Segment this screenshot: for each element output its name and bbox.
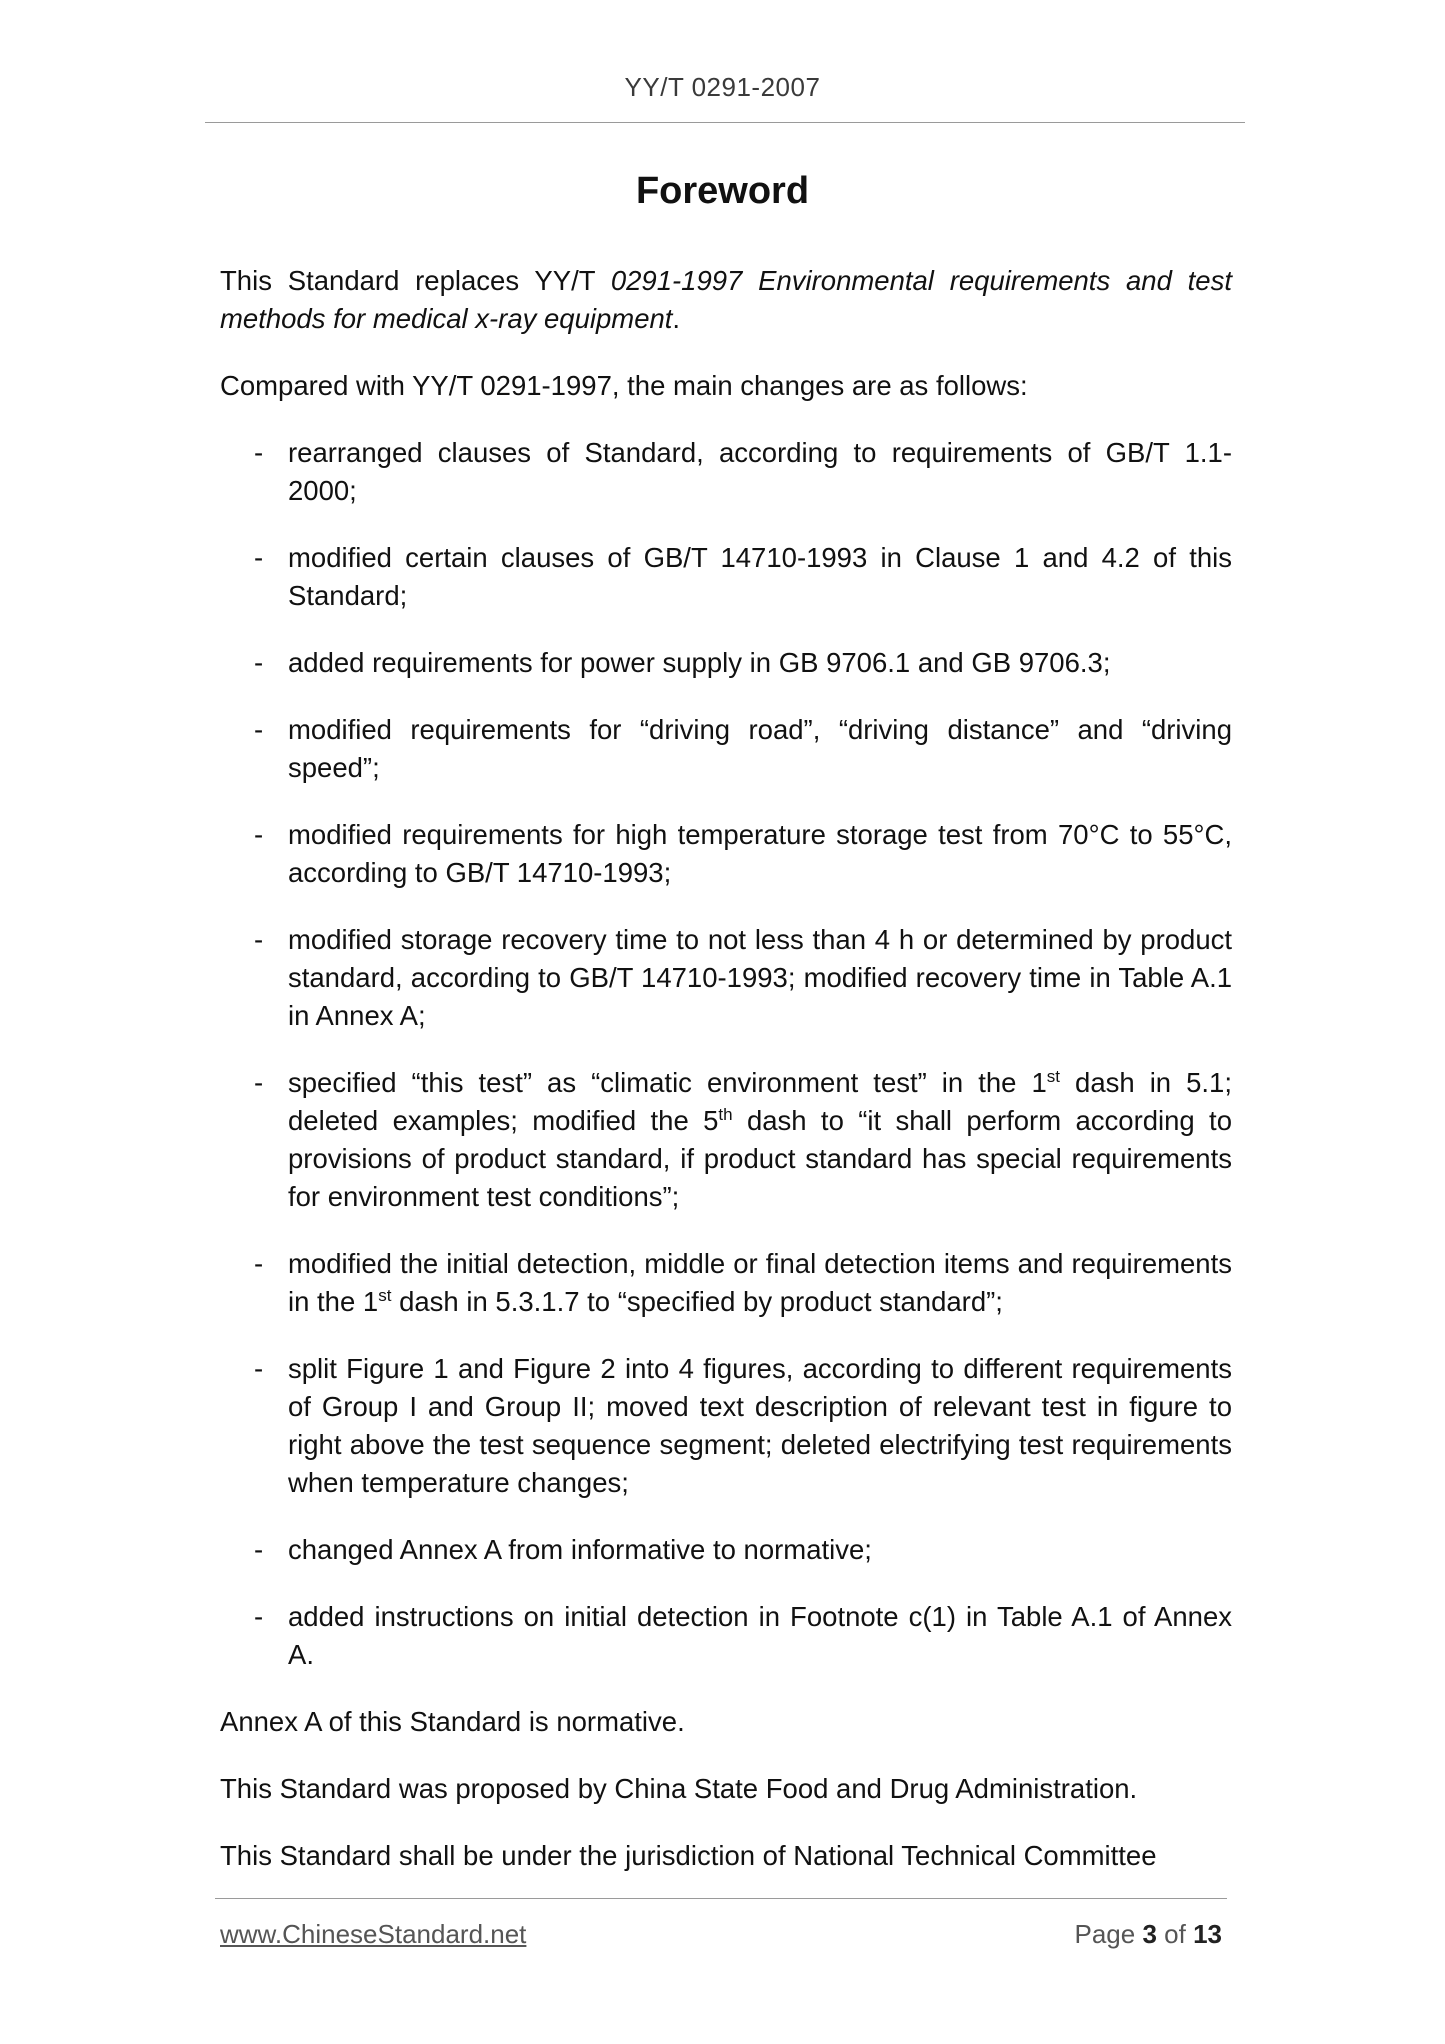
text-segment: modified the initial detection, middle or final detection items and requirements in the 1: [288, 1248, 1232, 1317]
text-segment: specified “this test” as “climatic environment test” in the 1: [288, 1067, 1047, 1098]
change-item-text: added requirements for power supply in GB 9706.1 and GB 9706.3;: [288, 647, 1111, 678]
change-item-text: split Figure 1 and Figure 2 into 4 figures, according to different requirements of Group I and Group II; moved text description of relevant test in figure to right above the test sequence segment; deleted electrifying test requirements when temperature changes;: [288, 1353, 1232, 1498]
intro-period: .: [672, 303, 681, 334]
change-item: [254, 816, 1232, 892]
dash-marker: -: [254, 542, 264, 573]
ordinal-suffix: st: [378, 1286, 392, 1305]
change-item-text: rearranged clauses of Standard, according to requirements of GB/T 1.1-2000;: [288, 437, 1232, 506]
change-item: [254, 1598, 1232, 1674]
dash-marker: -: [254, 1248, 264, 1279]
dash-marker: -: [254, 819, 264, 850]
page-label: Page: [1074, 1919, 1136, 1949]
dash-marker: -: [254, 1067, 264, 1098]
page-total: 13: [1193, 1919, 1222, 1949]
page-current: 3: [1142, 1919, 1157, 1949]
proposed-by-paragraph: This Standard was proposed by China State Food and Drug Administration.: [220, 1773, 1138, 1804]
change-item: [254, 1245, 1232, 1321]
intro-text: This Standard replaces YY/T: [220, 265, 611, 296]
change-item: [254, 921, 1232, 1035]
dash-marker: -: [254, 714, 264, 745]
change-item: [254, 1531, 1232, 1569]
annex-normative-paragraph: Annex A of this Standard is normative.: [220, 1706, 685, 1737]
dash-marker: -: [254, 1353, 264, 1384]
change-item: [254, 644, 1232, 682]
change-item-text: added instructions on initial detection in Footnote c(1) in Table A.1 of Annex A.: [288, 1601, 1232, 1670]
change-item-text: modified certain clauses of GB/T 14710-1993 in Clause 1 and 4.2 of this Standard;: [288, 542, 1232, 611]
ordinal-suffix: st: [1046, 1067, 1061, 1086]
dash-marker: -: [254, 1601, 264, 1632]
change-item-text: [288, 1248, 1232, 1317]
text-segment: dash to “it shall perform according to provisions of product standard, if product standard has special requirements for environment test conditions”;: [288, 1105, 1232, 1212]
change-item: [254, 711, 1232, 787]
page-number: [1074, 1919, 1222, 1950]
change-item: [254, 1064, 1232, 1216]
change-item: [254, 1350, 1232, 1502]
change-item-text: [288, 1067, 1232, 1212]
change-item: [254, 539, 1232, 615]
jurisdiction-paragraph: This Standard shall be under the jurisdiction of National Technical Committee: [220, 1840, 1157, 1871]
footer-divider: [215, 1898, 1227, 1899]
intro-paragraph-changes: Compared with YY/T 0291-1997, the main changes are as follows:: [220, 370, 1028, 401]
ordinal-suffix: th: [718, 1105, 733, 1124]
change-item-text: modified storage recovery time to not less than 4 h or determined by product standard, according to GB/T 14710-1993; modified recovery time in Table A.1 in Annex A;: [288, 924, 1232, 1031]
page-header-doc-code: YY/T 0291-2007: [624, 72, 821, 102]
dash-marker: -: [254, 647, 264, 678]
header-divider: [205, 122, 1245, 123]
website-link[interactable]: www.ChineseStandard.net: [220, 1919, 527, 1949]
dash-marker: -: [254, 924, 264, 955]
change-item-text: modified requirements for high temperature storage test from 70°C to 55°C, according to GB/T 14710-1993;: [288, 819, 1232, 888]
page-title: Foreword: [635, 170, 810, 212]
change-item-text: modified requirements for “driving road”, “driving distance” and “driving speed”;: [288, 714, 1232, 783]
change-item: [254, 434, 1232, 510]
page-of: of: [1164, 1919, 1186, 1949]
dash-marker: -: [254, 437, 264, 468]
foreword-body: [220, 262, 1232, 1904]
text-segment: dash in 5.3.1.7 to “specified by product standard”;: [391, 1286, 1003, 1317]
replaced-standard-title: 0291-1997 Environmental requirements and test methods for medical x-ray equipment: [220, 265, 1232, 334]
dash-marker: -: [254, 1534, 264, 1565]
text-segment: dash in 5.1; deleted examples; modified the 5: [288, 1067, 1232, 1136]
intro-paragraph-replaces: [220, 262, 1232, 338]
change-item-text: changed Annex A from informative to normative;: [288, 1534, 872, 1565]
